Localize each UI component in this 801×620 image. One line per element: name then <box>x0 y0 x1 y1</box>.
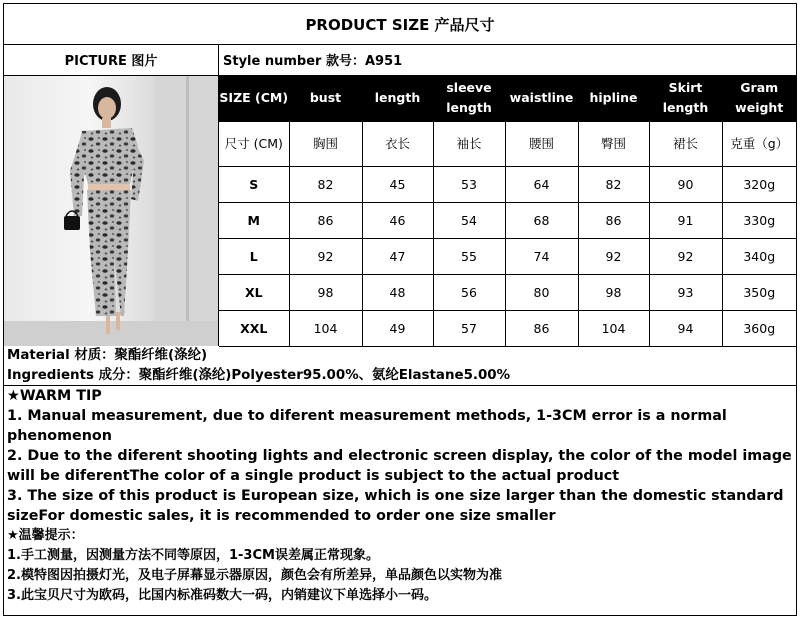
table-cell: 91 <box>649 202 722 238</box>
table-cell: 104 <box>289 310 362 346</box>
material-line: Material 材质：聚酯纤维(涤纶) <box>7 348 208 363</box>
table-cell: 98 <box>578 274 649 310</box>
header-cell: bust <box>289 76 362 121</box>
header-cell-cn: 尺寸 (CM) <box>219 121 289 166</box>
header-cell: waistline <box>505 76 578 121</box>
table-cell: 350g <box>722 274 796 310</box>
size-cell: S <box>219 166 289 202</box>
table-cell: 340g <box>722 238 796 274</box>
picture-label: PICTURE 图片 <box>4 44 219 76</box>
header-cell-cn: 腰围 <box>505 121 578 166</box>
table-cell: 320g <box>722 166 796 202</box>
header-cell: Gram weight <box>722 76 796 121</box>
size-cell: L <box>219 238 289 274</box>
header-cell-cn: 衣长 <box>362 121 433 166</box>
cn-tip-item: 3.此宝贝尺寸为欧码，比国内标准码数大一码，内销建议下单选择小一码。 <box>7 588 437 603</box>
warm-tip-section <box>4 385 796 526</box>
table-cell: 47 <box>362 238 433 274</box>
page-title: PRODUCT SIZE 产品尺寸 <box>4 4 796 45</box>
header-cell: hipline <box>578 76 649 121</box>
table-cell: 57 <box>433 310 505 346</box>
table-cell: 92 <box>649 238 722 274</box>
table-row <box>219 202 796 238</box>
table-cell: 93 <box>649 274 722 310</box>
header-row-cn <box>219 121 796 166</box>
size-cell: XL <box>219 274 289 310</box>
cn-tip-item: 2.模特图因拍摄灯光，及电子屏幕显示器原因，颜色会有所差异，单品颜色以实物为准 <box>7 568 502 583</box>
warm-tip-title: ★WARM TIP <box>7 388 102 404</box>
table-cell: 98 <box>289 274 362 310</box>
table-row <box>219 166 796 202</box>
header-cell-cn: 克重（g） <box>722 121 796 166</box>
table-row <box>219 238 796 274</box>
product-photo <box>4 76 219 346</box>
table-cell: 74 <box>505 238 578 274</box>
table-cell: 330g <box>722 202 796 238</box>
header-cell: sleeve length <box>433 76 505 121</box>
table-cell: 86 <box>289 202 362 238</box>
table-cell: 64 <box>505 166 578 202</box>
table-cell: 48 <box>362 274 433 310</box>
header-cell-cn: 裙长 <box>649 121 722 166</box>
table-cell: 92 <box>289 238 362 274</box>
table-row <box>219 274 796 310</box>
style-number: Style number 款号：A951 <box>219 44 796 76</box>
table-cell: 90 <box>649 166 722 202</box>
table-cell: 53 <box>433 166 505 202</box>
leopard-print-model-photo-icon <box>4 76 218 346</box>
warm-tip-item: 3. The size of this product is European size, which is one size larger than the domestic standard sizeFor domestic sales, it is recommended to order one size smaller <box>7 488 784 524</box>
size-cell: M <box>219 202 289 238</box>
table-cell: 55 <box>433 238 505 274</box>
table-cell: 82 <box>578 166 649 202</box>
ingredients-line: Ingredients 成分：聚酯纤维(涤纶)Polyester95.00%、氨纶Elastane5.00% <box>7 367 511 383</box>
size-table <box>219 76 796 347</box>
header-cell: Skirt length <box>649 76 722 121</box>
cn-tip-title: ★温馨提示： <box>7 528 84 543</box>
warm-tip-item: 1. Manual measurement, due to diferent measurement methods, 1-3CM error is a normal phenomenon <box>7 408 727 444</box>
product-info <box>4 346 796 606</box>
header-cell-cn: 胸围 <box>289 121 362 166</box>
header-cell-cn: 袖长 <box>433 121 505 166</box>
table-cell: 45 <box>362 166 433 202</box>
header-cell-cn: 臀围 <box>578 121 649 166</box>
size-cell: XXL <box>219 310 289 346</box>
table-cell: 46 <box>362 202 433 238</box>
cn-tip-section <box>4 526 796 606</box>
table-cell: 86 <box>505 310 578 346</box>
size-chart <box>3 3 797 616</box>
header-cell: length <box>362 76 433 121</box>
table-cell: 104 <box>578 310 649 346</box>
table-cell: 68 <box>505 202 578 238</box>
warm-tip-item: 2. Due to the diferent shooting lights and electronic screen display, the color of the model image will be diferentThe color of a single product is subject to the actual product <box>7 448 792 484</box>
table-cell: 49 <box>362 310 433 346</box>
table-cell: 94 <box>649 310 722 346</box>
table-cell: 92 <box>578 238 649 274</box>
table-cell: 86 <box>578 202 649 238</box>
header-row-en <box>219 76 796 121</box>
table-row <box>219 310 796 346</box>
cn-tip-item: 1.手工测量，因测量方法不同等原因，1-3CM误差属正常现象。 <box>7 548 379 563</box>
table-cell: 82 <box>289 166 362 202</box>
table-cell: 360g <box>722 310 796 346</box>
table-cell: 56 <box>433 274 505 310</box>
table-cell: 80 <box>505 274 578 310</box>
table-cell: 54 <box>433 202 505 238</box>
header-cell: SIZE (CM) <box>219 76 289 121</box>
